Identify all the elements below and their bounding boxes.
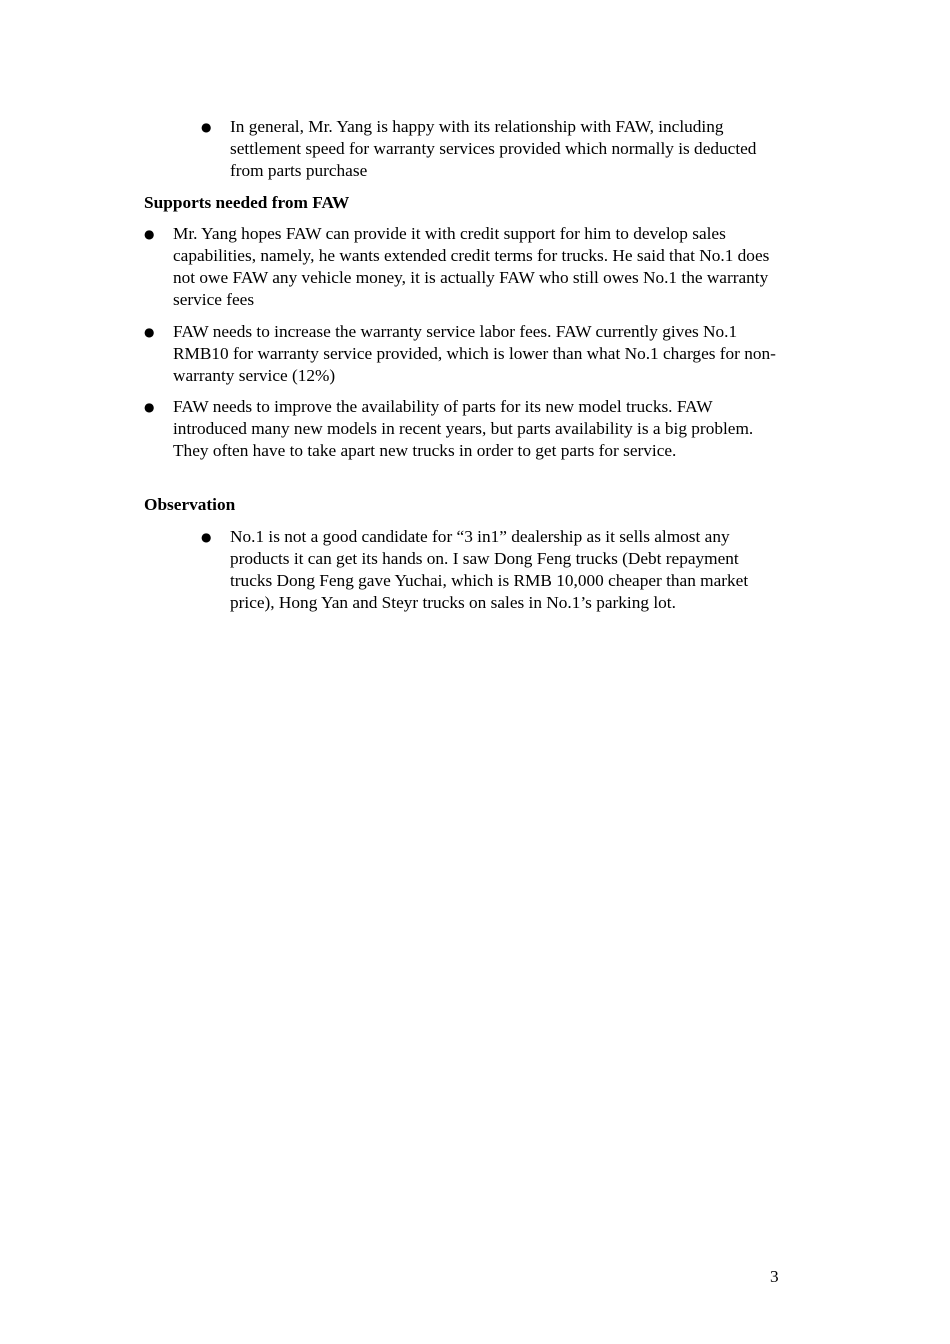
- supports-bullet-item: [144, 396, 784, 462]
- supports-heading: Supports needed from FAW: [144, 193, 350, 212]
- intro-bullet-text: In general, Mr. Yang is happy with its relationship with FAW, including settlement speed for warranty services provided which normally is deducted from parts purchase: [230, 117, 757, 180]
- supports-bullet-text: Mr. Yang hopes FAW can provide it with credit support for him to develop sales capabilities, namely, he wants extended credit terms for trucks. He said that No.1 does not owe FAW any vehicle money, it is actually FAW who still owes No.1 the warranty service fees: [173, 224, 770, 309]
- bullet-icon: ●: [144, 325, 155, 339]
- bullet-icon: ●: [201, 120, 212, 134]
- bullet-icon: ●: [201, 530, 212, 544]
- intro-bullet-item: [201, 116, 761, 182]
- supports-bullet-text: FAW needs to increase the warranty service labor fees. FAW currently gives No.1 RMB10 for warranty service provided, which is lower than what No.1 charges for non-warranty service (12%): [173, 322, 776, 385]
- observation-heading: Observation: [144, 495, 236, 514]
- supports-bullet-text: FAW needs to improve the availability of parts for its new model trucks. FAW introduced many new models in recent years, but parts availability is a big problem. They often have to take apart new trucks in order to get parts for service.: [173, 397, 754, 460]
- observation-bullet-item: [201, 526, 761, 614]
- page-number: 3: [770, 1267, 779, 1286]
- observation-bullet-text: No.1 is not a good candidate for “3 in1” dealership as it sells almost any products it can get its hands on. I saw Dong Feng trucks (Debt repayment trucks Dong Feng gave Yuchai, which is RMB 10,000 cheaper than market price), Hong Yan and Steyr trucks on sales in No.1’s parking lot.: [230, 527, 749, 612]
- supports-bullet-item: [144, 223, 776, 311]
- supports-bullet-item: [144, 321, 776, 387]
- bullet-icon: ●: [144, 227, 155, 241]
- bullet-icon: ●: [144, 400, 155, 414]
